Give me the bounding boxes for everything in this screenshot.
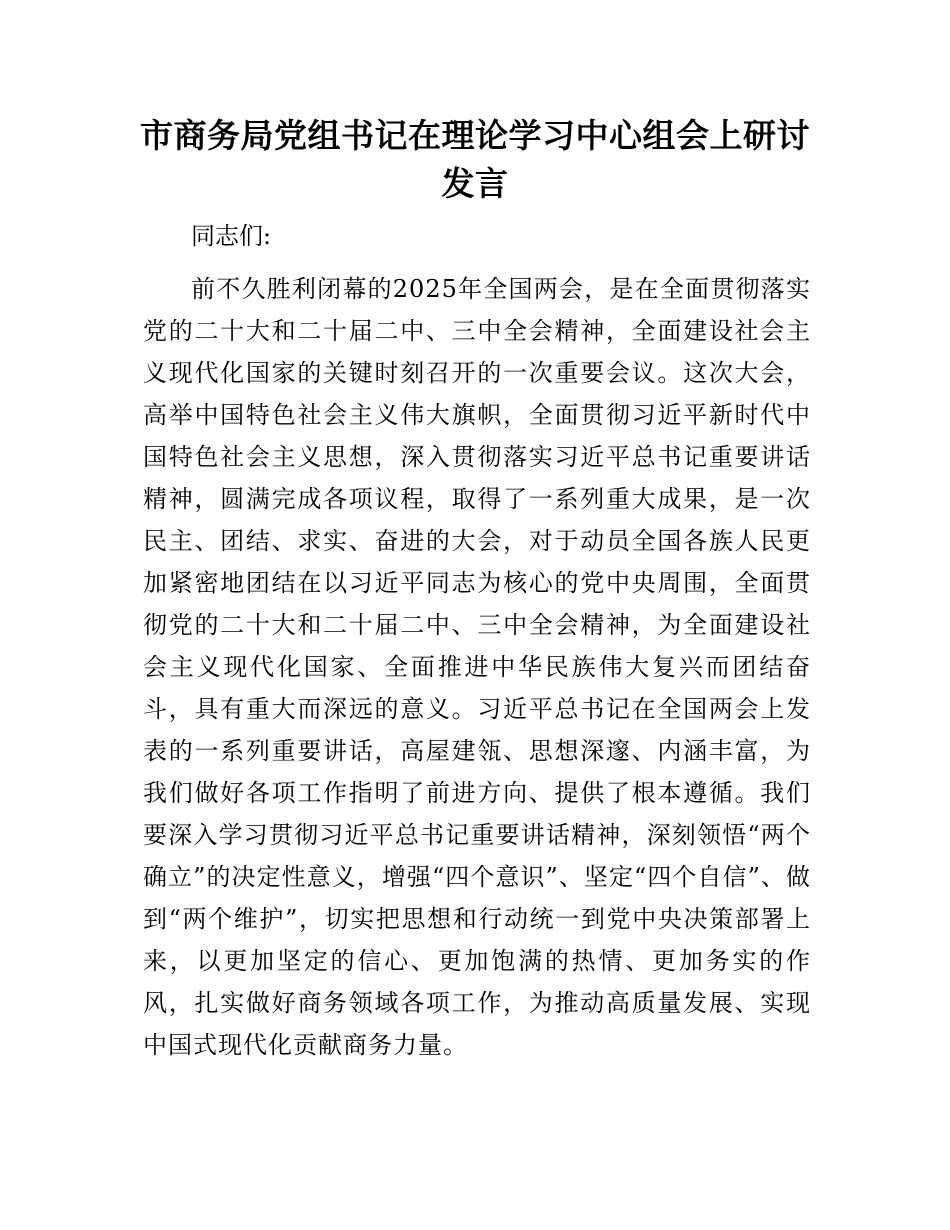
document-title: 市商务局党组书记在理论学习中心组会上研讨发言: [140, 116, 810, 203]
body-paragraph: 前不久胜利闭幕的2025年全国两会，是在全面贯彻落实党的二十大和二十届二中、三中全会精神，全面建设社会主义现代化国家的关键时刻召开的一次重要会议。这次大会，高举中国特色社会主义伟大旗帜，全面贯彻习近平新时代中国特色社会主义思想，深入贯彻落实习近平总书记重要讲话精神，圆满完成各项议程，取得了一系列重大成果，是一次民主、团结、求实、奋进的大会，对于动员全国各族人民更加紧密地团结在以习近平同志为核心的党中央周围，全面贯彻党的二十大和二十届二中、三中全会精神，为全面建设社会主义现代化国家、全面推进中华民族伟大复兴而团结奋斗，具有重大而深远的意义。习近平总书记在全国两会上发表的一系列重要讲话，高屋建瓴、思想深邃、内涵丰富，为我们做好各项工作指明了前进方向、提供了根本遵循。我们要深入学习贯彻习近平总书记重要讲话精神，深刻领悟“两个确立”的决定性意义，增强“四个意识”、坚定“四个自信”、做到“两个维护”，切实把思想和行动统一到党中央决策部署上来，以更加坚定的信心、更加饱满的热情、更加务实的作风，扎实做好商务领域各项工作，为推动高质量发展、实现中国式现代化贡献商务力量。: [143, 275, 811, 1059]
salutation: 同志们:: [191, 222, 272, 250]
